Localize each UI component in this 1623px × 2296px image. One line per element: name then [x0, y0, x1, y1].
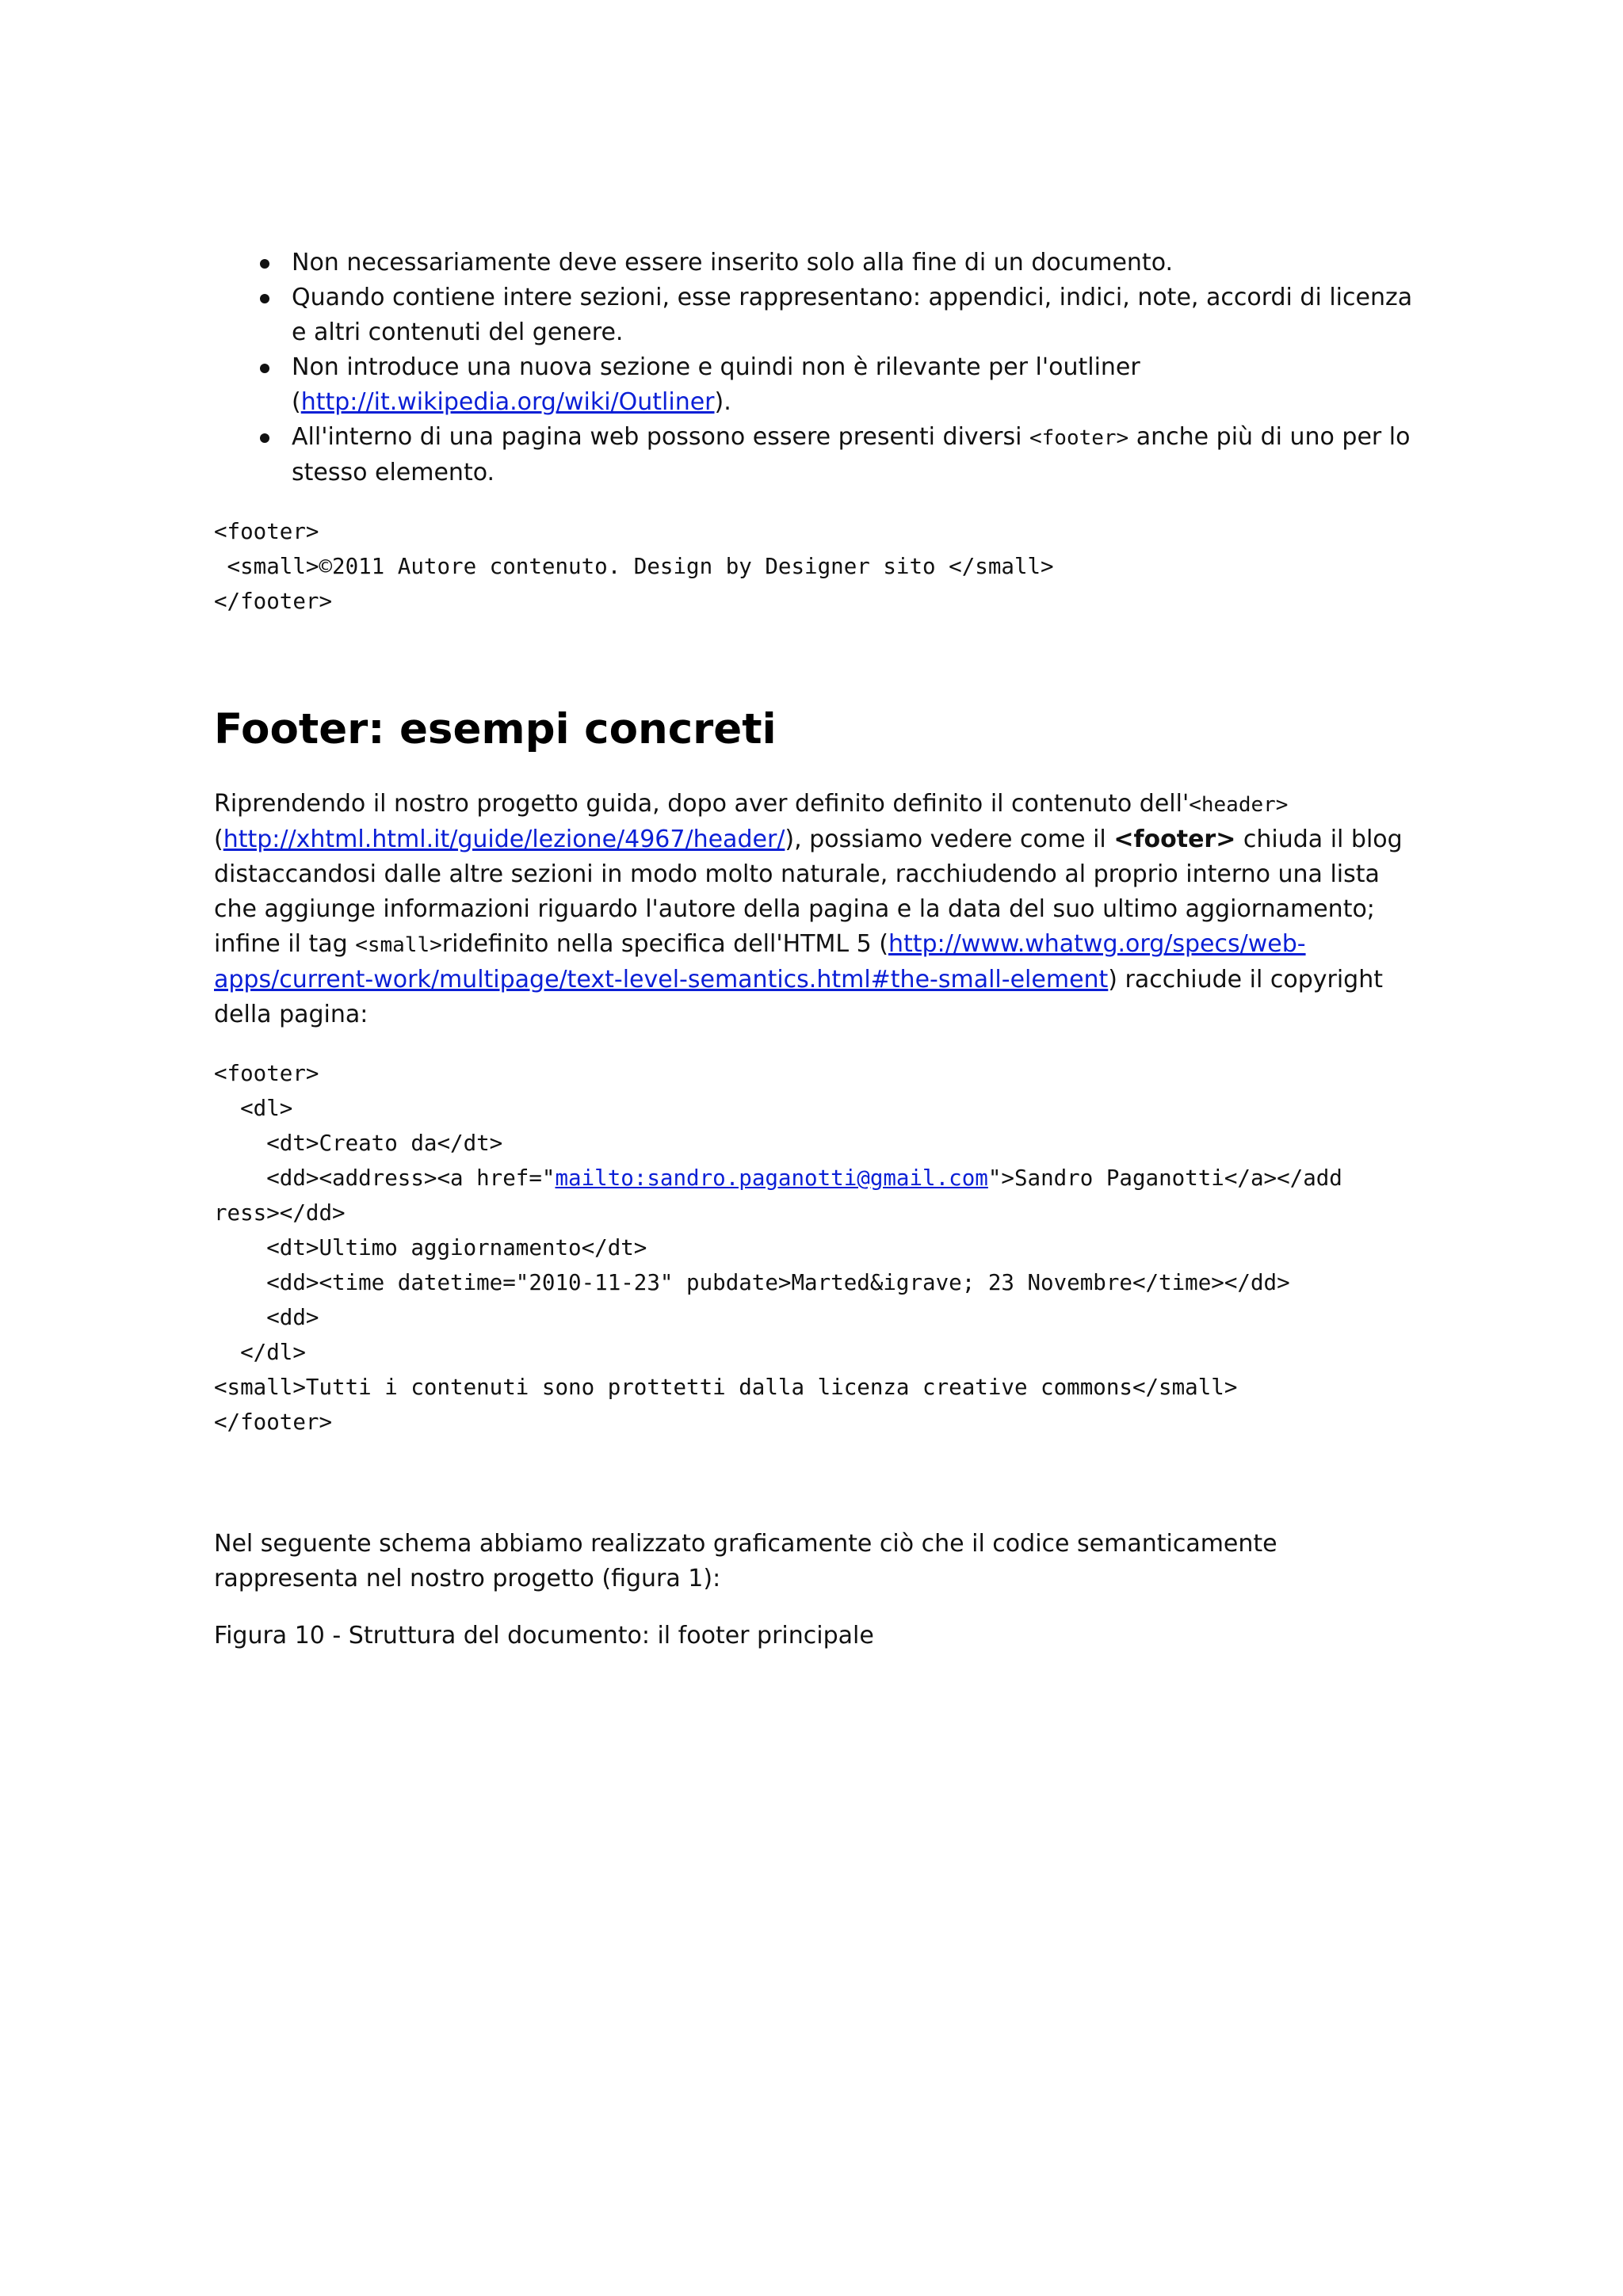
outliner-link[interactable]: http://it.wikipedia.org/wiki/Outliner [300, 388, 715, 416]
code-line: </footer> [214, 1409, 333, 1435]
code-line: </footer> [214, 589, 333, 614]
bullet-icon [260, 364, 269, 373]
code-text: ">Sandro Paganotti</a></add [987, 1165, 1342, 1191]
bullet-icon [260, 294, 269, 303]
code-line: <small>Tutti i contenuti sono prottetti dalla licenza creative commons</small> [214, 1375, 1238, 1400]
body-paragraph: Nel seguente schema abbiamo realizzato graficamente ciò che il codice semanticamente rappresenta nel nostro progetto (figura 1): [214, 1530, 1277, 1592]
list-item-text: Quando contiene intere sezioni, esse rappresentano: appendici, indici, note, accordi di licenza e altri contenuti del genere. [292, 284, 1413, 346]
code-block [214, 1056, 1426, 1440]
paragraph-text: ) racchiude il copyright della pagina: [214, 966, 1383, 1028]
body-paragraph: Riprendendo il nostro progetto guida, dopo aver definito definito il contenuto dell'<header> (http://xhtml.html.it/guide/lezione/4967/header/), possiamo vedere come il <footer> chiuda il blog distaccandosi dalle altre sezioni in modo molto naturale, racchiudendo al proprio interno una lista che aggiunge informazioni riguardo l'autore della pagina e la data del suo ultimo aggiornamento; infine il tag <small>ridefinito nella specifica dell'HTML 5 (http://www.whatwg.org/specs/web-apps/current-work/multipage/text-level-semantics.html#the-small-element) racchiude il copyright della pagina: [214, 790, 1403, 1028]
code-line: <footer> [214, 519, 319, 544]
code-block [214, 514, 1426, 619]
inline-code: <header> [1189, 793, 1289, 817]
bullet-icon [260, 433, 269, 443]
code-line: <small>©2011 Autore contenuto. Design by Designer sito </small> [214, 554, 1054, 579]
figure-caption: Figura 10 - Struttura del documento: il footer principale [214, 1622, 874, 1650]
whatwg-spec-link[interactable]: http://www.whatwg.org/specs/web-apps/current-work/multipage/text-level-semantics.html#the-small-element [214, 930, 1306, 994]
inline-code: <footer> [1029, 426, 1129, 450]
bullet-icon [260, 259, 269, 269]
list-item [292, 246, 1426, 280]
code-line: <dl> [214, 1096, 293, 1121]
code-line: <footer> [214, 1061, 319, 1086]
list-item-text: anche più di uno per lo stesso elemento. [292, 423, 1411, 486]
paragraph-text: Riprendendo il nostro progetto guida, dopo aver definito definito il contenuto dell' [214, 790, 1190, 818]
code-line: </dl> [214, 1340, 306, 1365]
code-text: <dd><address><a href=" [214, 1165, 556, 1191]
list-item [292, 350, 1426, 420]
code-line: <dd> [214, 1305, 319, 1330]
code-line [214, 1161, 1426, 1196]
list-item-text: All'interno di una pagina web possono essere presenti diversi [292, 423, 1029, 451]
paragraph-text: ), possiamo vedere come il [785, 826, 1114, 853]
code-line: <dt>Creato da</dt> [214, 1131, 503, 1156]
code-line: <dt>Ultimo aggiornamento</dt> [214, 1235, 647, 1261]
mailto-link[interactable]: mailto:sandro.paganotti@gmail.com [555, 1165, 988, 1191]
list-item-text: Non necessariamente deve essere inserito solo alla fine di un documento. [292, 249, 1174, 277]
list-item-text: ). [714, 388, 731, 416]
code-line: <dd><time datetime="2010-11-23" pubdate>Marted&igrave; 23 Novembre</time></dd> [214, 1270, 1290, 1295]
list-item-text: Non introduce una nuova sezione e quindi non è rilevante per l'outliner ( [292, 353, 1140, 416]
paragraph-text: chiuda il blog distaccandosi dalle altre sezioni in modo molto naturale, racchiudendo al proprio interno una lista che aggiunge informazioni riguardo l'autore della pagina e la data del suo ultimo aggiornamento; infine il tag [214, 826, 1403, 958]
header-lesson-link[interactable]: http://xhtml.html.it/guide/lezione/4967/header/ [223, 826, 785, 853]
list-item [292, 280, 1426, 350]
paragraph-text: ridefinito nella specifica dell'HTML 5 ( [441, 930, 888, 958]
bold-footer-tag: <footer> [1113, 826, 1236, 853]
list-item [292, 420, 1426, 490]
code-line: ress></dd> [214, 1200, 346, 1226]
section-title: Footer: esempi concreti [214, 705, 777, 753]
document-page [214, 238, 1426, 1653]
inline-code: <small> [355, 933, 442, 957]
bullet-list [214, 246, 1426, 490]
